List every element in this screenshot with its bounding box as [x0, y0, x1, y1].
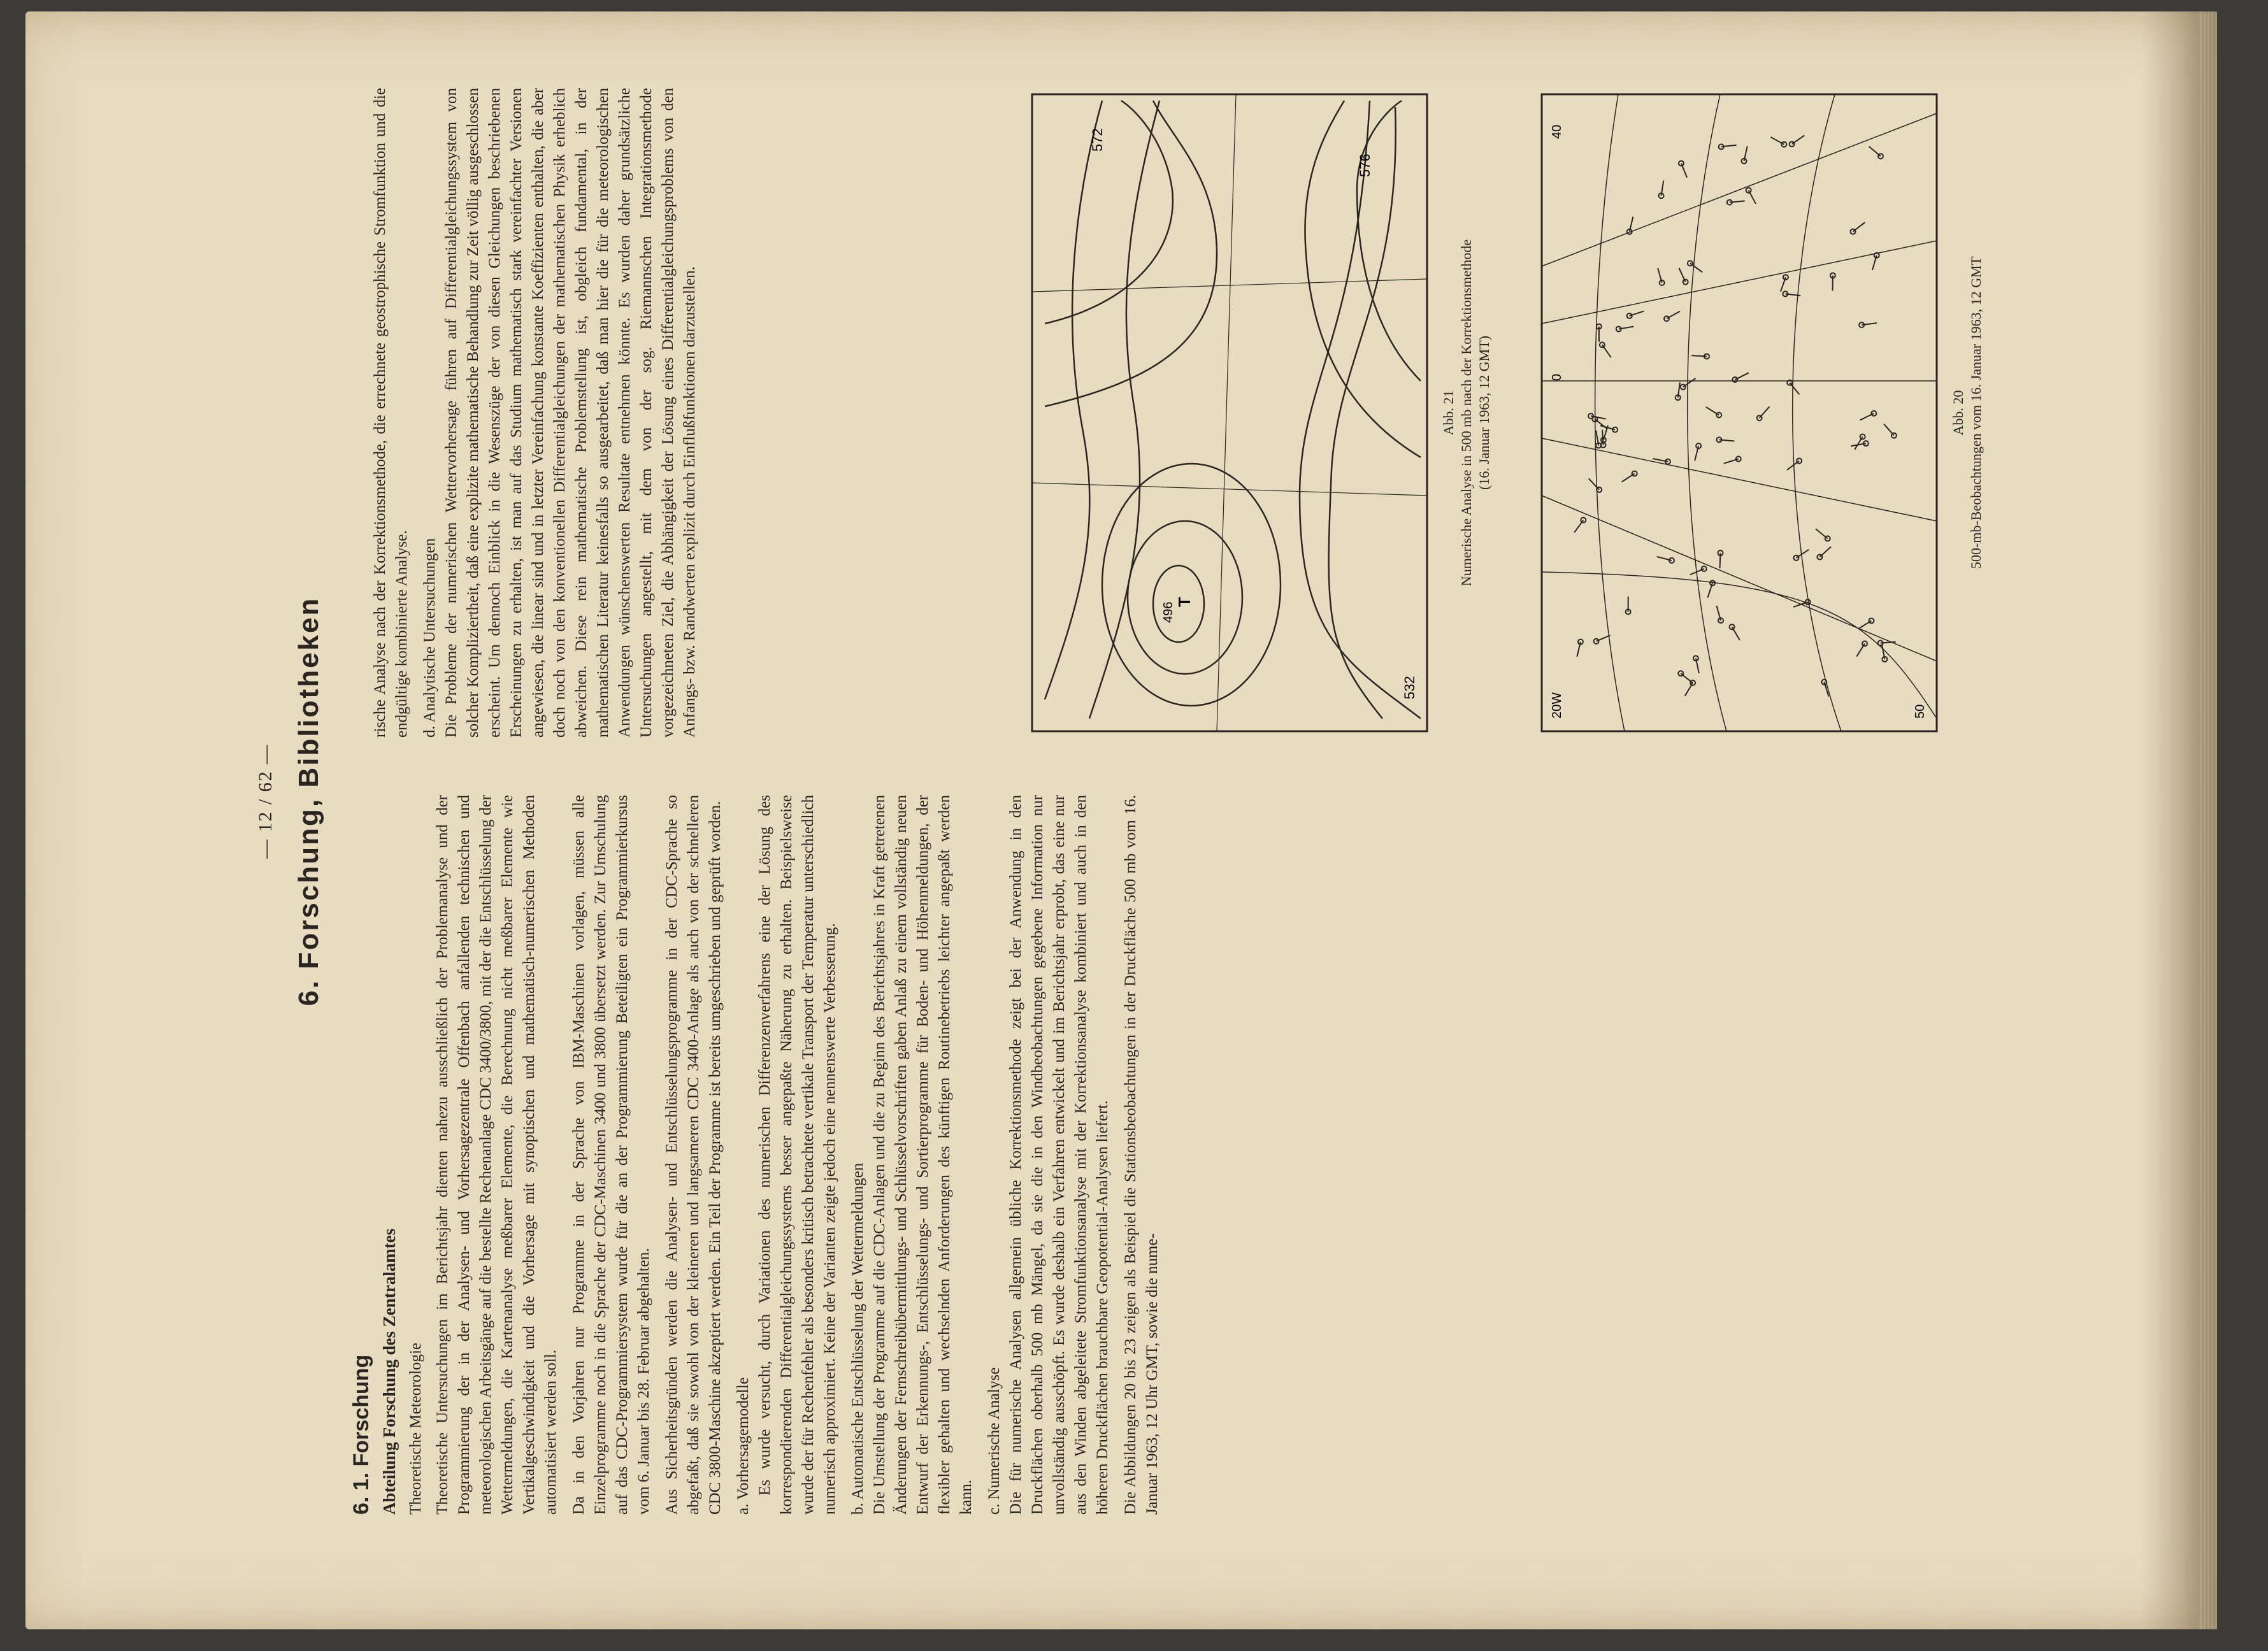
- contour-label: 532: [1402, 676, 1418, 699]
- wind-barb: [1790, 383, 1799, 395]
- wind-barb: [1622, 473, 1635, 482]
- wind-barb: [1760, 406, 1770, 418]
- wind-barb: [1770, 137, 1784, 144]
- department-heading: Abteilung Forschung des Zentralamtes: [380, 1228, 399, 1515]
- contour-map: [1026, 88, 1433, 738]
- map-grid-label: 0: [1550, 373, 1564, 381]
- wind-barb: [1720, 553, 1721, 568]
- wind-barb: [1595, 419, 1607, 429]
- wind-barb: [1796, 550, 1809, 558]
- wind-barb: [1787, 461, 1799, 469]
- wind-barb: [1602, 430, 1603, 445]
- station-marker: [1746, 188, 1751, 193]
- chapter-title: 6. Forschung, Bibliotheken: [293, 596, 324, 1006]
- contour-label: 572: [1089, 128, 1105, 152]
- wind-barb: [1602, 345, 1611, 357]
- wind-barb: [1630, 311, 1644, 315]
- wind-barb: [1816, 529, 1828, 538]
- figure-21: [1026, 88, 1493, 738]
- wind-barb: [1858, 621, 1871, 629]
- wind-barb: [1781, 277, 1786, 292]
- wind-barb: [1683, 378, 1696, 387]
- wind-barb: [1685, 683, 1693, 696]
- wind-barb: [1679, 268, 1685, 282]
- wind-barb: [1681, 164, 1687, 178]
- wind-barb: [1856, 643, 1865, 656]
- paragraph: Theoretische Untersuchungen im Berichtsjahr dienten nahezu ausschließlich der Problemanalyse und der Programmierung der in der Analysen- und Vorhersagezentrale Offenbach anfallenden technischen und meteorologischen Arbeitsgänge auf die bestellte Rechenanlage CDC 3400/3800, mit der die Entschlüsselung der Wettermeldungen, die Kartenanalyse meßbarer Elemente, die Berechnung nicht meßbarer Elemente wie Vertikalgeschwindigkeit und die Vorhersage mit synoptischen und mathematisch-numerischen Methoden automatisiert werden soll.: [434, 795, 559, 1515]
- wind-barb: [1853, 222, 1865, 232]
- figure-21-caption: Numerische Analyse in 500 mb nach der Korrektionsmethode: [1458, 239, 1474, 587]
- wind-barb: [1574, 520, 1583, 532]
- wind-barb: [1860, 413, 1874, 420]
- topic-heading: Theoretische Meteorologie: [407, 1342, 424, 1515]
- wind-barb: [1735, 373, 1748, 380]
- rotated-page-content: [255, 88, 2166, 1515]
- wind-barb: [1708, 583, 1712, 597]
- wind-barb: [1855, 437, 1863, 450]
- paragraph: Aus Sicherheitsgründen werden die Analysen- und Entschlüsselungsprogramme in der CDC-Sprache so abgefaßt, daß sie sowohl von der kleineren und langsameren CDC 3400-Anlage als auch von der schnelleren CDC 3800-Maschine akzeptiert werden. Ein Teil der Programme ist bereits umgeschrieben und geprüft worden.: [663, 795, 724, 1515]
- scanned-page: [25, 11, 2217, 1629]
- wind-barb: [1691, 355, 1707, 356]
- item-b-heading: b. Automatische Entschlüsselung der Wettermeldungen: [849, 1162, 866, 1515]
- figure-21-caption-date: (16. Januar 1963, 12 GMT): [1476, 336, 1492, 490]
- station-marker: [1664, 316, 1669, 321]
- contour-label: 576: [1357, 154, 1373, 177]
- paragraph: Die Umstellung der Programme auf die CDC-Anlagen und die zu Beginn des Berichtsjahres in Kraft getretenen Änderungen der Fernschreibübermittlungs- und Schlüsselvorschriften gaben Anlaß zu einem vollständig neuen Entwurf der Erkennungs-, Entschlüsselungs- und Sortierprogramme für Boden- und Höhenmeldungen, der flexibler gehalten und wechselnden Anforderungen des künftigen Routinebetriebs leichter angepaßt werden kann.: [871, 795, 975, 1515]
- map-grid-label: 40: [1550, 124, 1564, 139]
- wind-barb: [1706, 407, 1719, 415]
- wind-barb: [1792, 136, 1805, 145]
- text-column-left: [350, 795, 1170, 1515]
- map-grid-label: 50: [1913, 704, 1927, 718]
- text-column-right: [370, 88, 707, 738]
- paragraph: rische Analyse nach der Korrektionsmethode, die errechnete geostrophische Stromfunktion und die endgültige kombinierte Analyse.: [371, 88, 410, 738]
- wind-barb: [1589, 478, 1599, 490]
- section-title: 6. 1. Forschung: [349, 1354, 373, 1515]
- figure-20-caption: 500-mb-Beobachtungen vom 16. Januar 1963, 12 GMT: [1968, 256, 1984, 569]
- paragraph: Die Probleme der numerischen Wettervorhersage führen auf Differentialgleichungssystem von solcher Kompliziertheit, daß eine explizite mathematische Behandlung zur Zeit völlig ausgeschlossen erscheint. Um dennoch Einblick in die Wesenszüge der von diesen Gleichungen beschriebenen Erscheinungen zu erhalten, ist man auf das Studium mathematisch stark vereinfachter Versionen angewiesen, die linear sind und in letzter Vereinfachung konstante Koeffizienten enthalten, die aber doch noch von den konventionellen Differentialgleichungen der mathematischen Physik erheblich abweichen. Diese rein mathematische Problemstellung ist, obgleich fundamental, in der mathematischen Literatur keinesfalls so ausgearbeitet, daß man hier die für die meteorologischen Anwendungen wünschenswerten Resultate entnehmen könnte. Es wurden daher grundsätzliche Untersuchungen angestellt, mit dem von der sog. Riemannschen Integrationsmethode vorgezeichneten Ziel, die Abhängigkeit der Lösung eines Differentialgleichungsproblems von den Anfangs- bzw. Randwerten explizit durch Einflußfunktionen darzustellen.: [443, 88, 698, 738]
- figure-21-label: Abb. 21: [1440, 390, 1456, 436]
- paragraph: Die für numerische Analysen allgemein übliche Korrektionsmethode zeigt bei der Anwendung in den Druckflächen oberhalb 500 mb Mängel, da sie die in den Windbeobachtungen gegebene Information nur unvollständig ausschöpft. Es wurde deshalb ein Verfahren entwickelt und im Berichtsjahr erprobt, das eine nur aus den Winden abgeleitete Stromfunktionsanalyse mit der Korrektionsanalyse kombiniert und auch in den höheren Druckflächen brauchbare Geopotential-Analysen liefert.: [1007, 795, 1111, 1515]
- wind-barb: [1690, 263, 1702, 272]
- paragraph: Da in den Vorjahren nur Programme in der Sprache von IBM-Maschinen vorlagen, müssen alle Einzelprogramme noch in die Sprache der CDC-Maschinen 3400 und 3800 übersetzt werden. Zur Umschulung auf das CDC-Programmiersystem wurde für die an der Programmierung Beteiligten ein Programmierkursus vom 6. Januar bis 28. Februar abgehalten.: [570, 795, 652, 1515]
- item-a-heading: a. Vorhersagemodelle: [735, 1377, 752, 1515]
- paragraph: Es wurde versucht, durch Variationen des numerischen Differenzenverfahrens eine der Lösung des korrespondierenden Differentialgleichungssystems besser angepaßte Näherung zu erhalten. Beispielsweise wurde der für Rechenfehler als besonders kritisch betrachtete vertikale Transport der Temperatur unterschiedlich numerisch approximiert. Keine der Varianten zeigte jedoch eine nennenswerte Verbesserung.: [756, 795, 838, 1515]
- wind-barb: [1884, 424, 1894, 436]
- wind-barb: [1667, 311, 1680, 319]
- wind-barb: [1597, 635, 1611, 641]
- station-marker: [1871, 411, 1876, 416]
- page-number: — 12 / 62 —: [255, 743, 276, 859]
- station-marker: [1679, 161, 1684, 166]
- item-c-heading: c. Numerische Analyse: [986, 1367, 1003, 1515]
- map-grid-label: 20W: [1550, 692, 1564, 718]
- figure-20-label: Abb. 20: [1950, 390, 1966, 436]
- wind-barb: [1869, 147, 1881, 156]
- wind-barb: [1749, 190, 1756, 204]
- wind-barb: [1819, 547, 1831, 557]
- station-plot-map: [1535, 88, 1943, 738]
- station-marker: [1781, 142, 1786, 147]
- wind-barb: [1732, 627, 1740, 640]
- low-pressure-marker: T: [1175, 597, 1194, 607]
- figure-20: [1535, 88, 1985, 738]
- paragraph: Die Abbildungen 20 bis 23 zeigen als Beispiel die Stationsbeobachtungen in der Druckfläche 500 mb vom 16. Januar 1963, 12 Uhr GMT, sowie die nume-: [1122, 795, 1161, 1515]
- item-d-heading: d. Analytische Untersuchungen: [421, 538, 438, 738]
- contour-label: 496: [1161, 601, 1175, 623]
